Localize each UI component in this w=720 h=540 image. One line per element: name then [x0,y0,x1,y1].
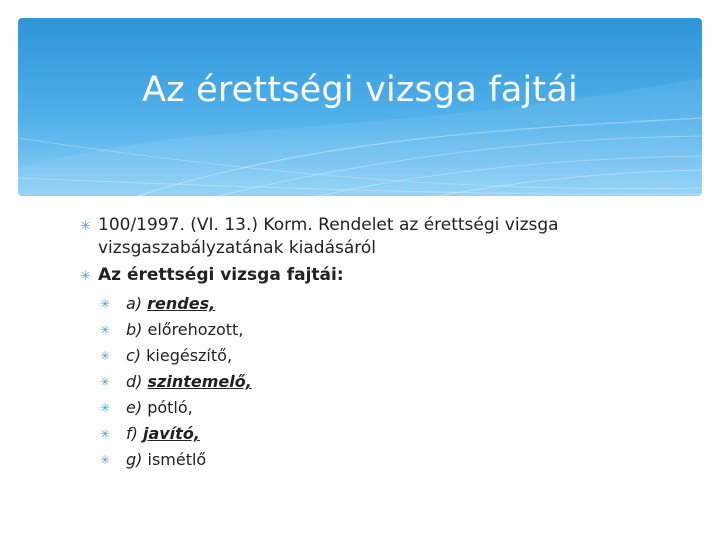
asterisk-bullet-icon: ✳ [100,453,111,467]
slide-title: Az érettségi vizsga fajtái [142,70,578,110]
asterisk-bullet-icon: ✳ [80,219,91,234]
item-term: ismétlő [147,450,207,469]
asterisk-bullet-icon: ✳ [100,349,111,363]
item-term: kiegészítő, [146,346,233,365]
list-item-text: 100/1997. (VI. 13.) Korm. Rendelet az érettségi vizsga vizsgaszabályzatának kiadásáról [98,215,559,258]
item-letter: f) [126,424,138,443]
sub-list-item [100,317,680,343]
list-item [80,264,680,287]
title-banner [18,18,702,196]
asterisk-bullet-icon: ✳ [100,375,111,389]
item-term: előrehozott, [147,320,244,339]
sub-list-item [100,395,680,421]
item-term: pótló, [147,398,193,417]
item-term: javító, [142,424,200,443]
sub-list-item [100,343,680,369]
asterisk-bullet-icon: ✳ [100,323,111,337]
item-term: rendes, [147,294,216,313]
item-letter: c) [126,346,142,365]
item-letter: a) [126,294,143,313]
asterisk-bullet-icon: ✳ [100,297,111,311]
list-item-text: Az érettségi vizsga fajtái: [98,265,344,285]
sub-list-item [100,421,680,447]
asterisk-bullet-icon: ✳ [80,269,91,284]
asterisk-bullet-icon: ✳ [100,401,111,415]
list-item [80,214,680,260]
item-letter: e) [126,398,143,417]
asterisk-bullet-icon: ✳ [100,427,111,441]
sub-list-item [100,369,680,395]
item-letter: g) [126,450,143,469]
sub-list [100,291,680,473]
item-letter: d) [126,372,143,391]
item-term: szintemelő, [147,372,252,391]
item-letter: b) [126,320,143,339]
sub-list-item [100,447,680,473]
sub-list-item [100,291,680,317]
slide-body [80,214,680,473]
